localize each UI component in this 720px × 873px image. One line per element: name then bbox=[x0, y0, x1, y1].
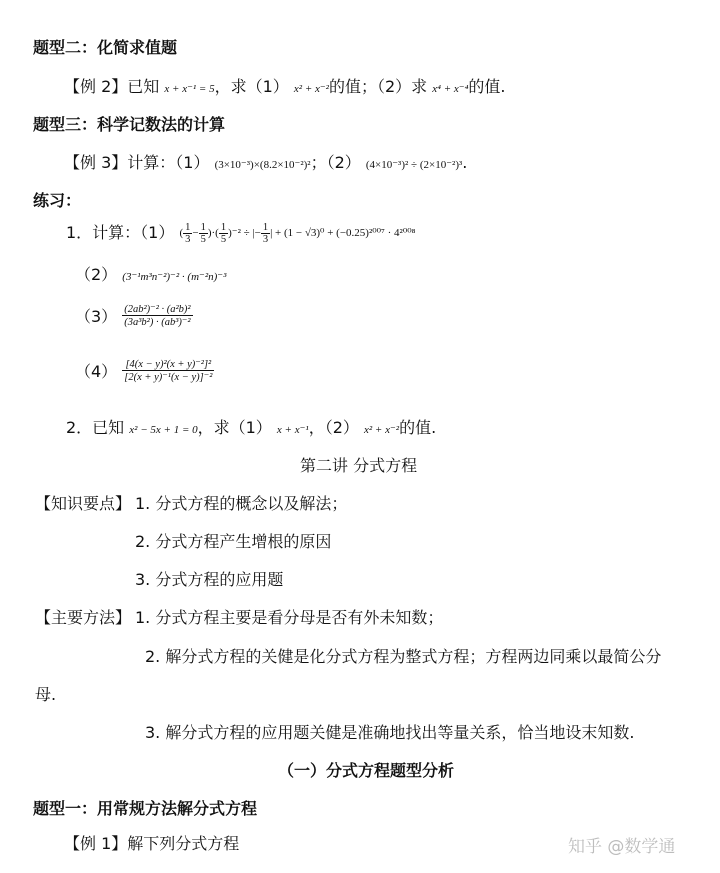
fraction bbox=[199, 222, 208, 245]
analysis-heading: （一）分式方程题型分析 bbox=[278, 761, 455, 780]
lecture-title: 第二讲 分式方程 bbox=[300, 456, 418, 475]
section-heading-regular-method: 题型一：用常规方法解分式方程 bbox=[33, 799, 258, 818]
item-label: 2．已知 bbox=[66, 418, 125, 437]
operator: − bbox=[192, 227, 199, 240]
denominator: 3 bbox=[185, 234, 191, 245]
practice-2 bbox=[66, 415, 436, 438]
main-method-2-cont: 母. bbox=[35, 685, 57, 704]
text: ，求（1） bbox=[197, 418, 272, 437]
example-3 bbox=[64, 150, 467, 173]
math-expression: (3⁻¹m³n⁻²)⁻² · (m⁻²n)⁻³ bbox=[122, 271, 227, 283]
text: 已知 bbox=[127, 77, 160, 96]
main-methods-label: 【主要方法】 bbox=[35, 608, 132, 627]
numerator: [4(x − y)²(x + y)⁻²]² bbox=[122, 358, 214, 371]
math-a: x + x⁻¹ bbox=[276, 424, 309, 436]
math-condition: x² − 5x + 1 = 0 bbox=[129, 424, 198, 436]
denominator: [2(x + y)⁻¹(x − y)]⁻² bbox=[124, 372, 213, 383]
denominator: 5 bbox=[220, 234, 227, 245]
math-expression bbox=[179, 222, 415, 245]
numerator: 1 bbox=[220, 222, 227, 233]
text: 的值；（2）求 bbox=[328, 77, 428, 96]
denominator: 3 bbox=[262, 234, 269, 245]
numerator: 1 bbox=[185, 222, 191, 233]
math-q2: x⁴ + x⁻⁴ bbox=[432, 83, 469, 95]
item-label: （4） bbox=[75, 362, 118, 381]
text: 的值. bbox=[399, 418, 437, 437]
expr-part: )⁻² ÷ |− bbox=[228, 227, 261, 240]
example-1 bbox=[64, 831, 239, 854]
watermark: 知乎 @数学通 bbox=[568, 837, 676, 857]
math-b: x² + x⁻² bbox=[363, 424, 400, 436]
knowledge-point-1: 1. 分式方程的概念以及解法； bbox=[135, 494, 348, 513]
text: 解下列分式方程 bbox=[127, 834, 240, 853]
item-label: （3） bbox=[75, 307, 118, 326]
math-q1: x² + x⁻² bbox=[293, 83, 329, 95]
example-label: 【例 2】 bbox=[64, 77, 128, 96]
main-method-3: 3. 解分式方程的应用题关健是准确地找出等量关系，恰当地设末知数. bbox=[145, 723, 635, 742]
section-heading-simplify: 题型二：化简求值题 bbox=[33, 38, 178, 57]
numerator: 1 bbox=[200, 222, 206, 233]
example-label: 【例 1】 bbox=[64, 834, 128, 853]
fraction bbox=[183, 222, 192, 245]
example-label: 【例 3】 bbox=[64, 153, 128, 172]
paren: )·( bbox=[207, 227, 219, 240]
text: ，（2） bbox=[308, 418, 359, 437]
math-fraction bbox=[122, 303, 192, 328]
knowledge-point-2: 2. 分式方程产生增根的原因 bbox=[135, 532, 332, 551]
knowledge-point-3: 3. 分式方程的应用题 bbox=[135, 570, 284, 589]
paren: ( bbox=[179, 227, 184, 240]
text: 计算：（1） bbox=[127, 153, 210, 172]
math-expr-2: (4×10⁻³)² ÷ (2×10⁻²)³ bbox=[365, 159, 463, 171]
text: 的值. bbox=[468, 77, 506, 96]
knowledge-points-label: 【知识要点】 bbox=[35, 494, 132, 513]
math-expr-1: (3×10⁻³)×(8.2×10⁻²)² bbox=[214, 159, 311, 171]
numerator: (2ab²)⁻² · (a²b)² bbox=[124, 304, 191, 315]
fraction bbox=[219, 222, 228, 245]
text: ，求（1） bbox=[214, 77, 289, 96]
denominator: (3a³b²) · (ab³)⁻² bbox=[124, 317, 191, 328]
text: ；（2） bbox=[310, 153, 361, 172]
practice-heading: 练习： bbox=[33, 191, 82, 210]
denominator: 5 bbox=[200, 234, 206, 245]
expr-part: | + (1 − √3)⁰ + (−0.25)²⁰⁰⁷ · 4²⁰⁰⁸ bbox=[270, 227, 416, 240]
practice-1-4 bbox=[75, 358, 214, 383]
main-method-2: 2. 解分式方程的关健是化分式方程为整式方程；方程两边同乘以最简公分 bbox=[145, 647, 662, 666]
text: . bbox=[462, 153, 468, 172]
math-condition: x + x⁻¹ = 5 bbox=[164, 83, 215, 95]
section-heading-sci-notation: 题型三：科学记数法的计算 bbox=[33, 115, 226, 134]
practice-1-2 bbox=[75, 262, 226, 285]
main-method-1: 1. 分式方程主要是看分母是否有外未知数； bbox=[135, 608, 444, 627]
practice-1-1 bbox=[66, 220, 416, 245]
fraction bbox=[261, 222, 270, 245]
item-label: （2） bbox=[75, 265, 118, 284]
practice-1-3 bbox=[75, 303, 193, 328]
example-2 bbox=[64, 74, 506, 97]
math-fraction bbox=[122, 358, 214, 383]
item-label: 1．计算：（1） bbox=[66, 223, 175, 242]
numerator: 1 bbox=[262, 222, 269, 233]
